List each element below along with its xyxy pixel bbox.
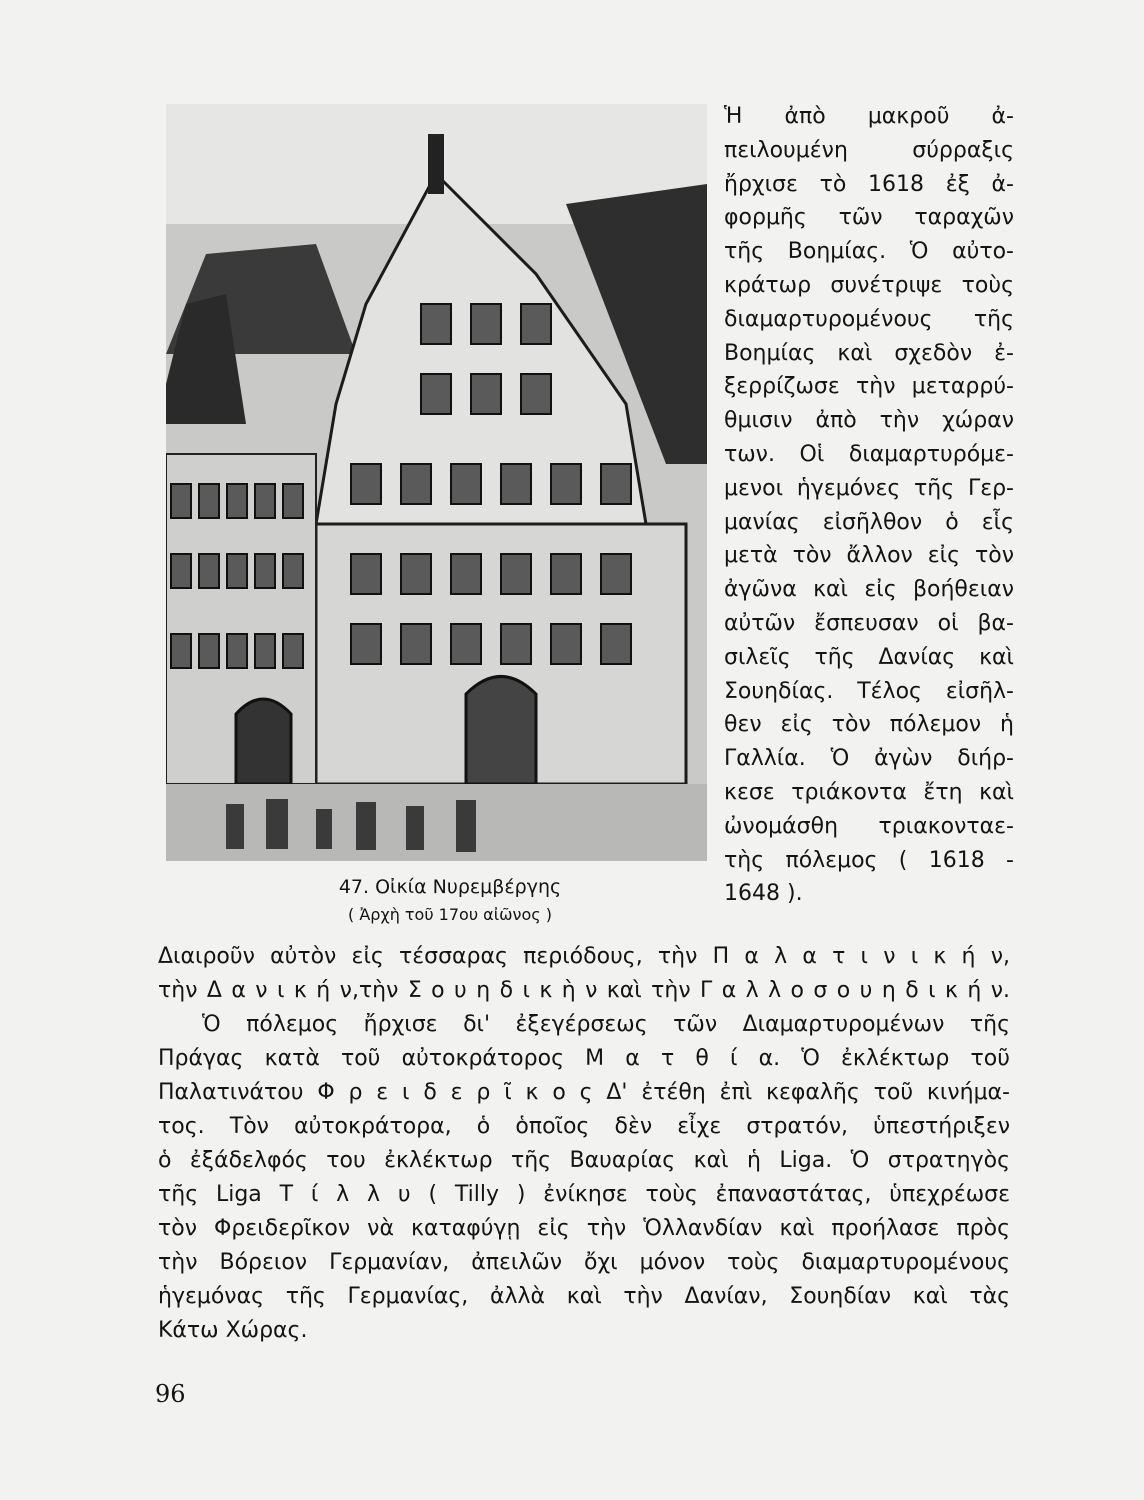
window-shape	[171, 634, 191, 668]
side-line: μανίας εἰσῆλθον ὁ εἷς	[724, 509, 1014, 535]
window-shape	[601, 464, 631, 504]
body-line: ὁ ἐξάδελφός του ἐκλέκτωρ τῆς Βαυαρίας καὶ ἡ Liga. Ὁ στρατηγὸς	[158, 1148, 1010, 1173]
side-line: των. Οἱ διαμαρτυρόμε-	[724, 441, 1014, 467]
side-line: κεσε τριάκοντα ἔτη καὶ	[724, 779, 1014, 805]
window-shape	[171, 554, 191, 588]
side-line: θμισιν ἀπὸ τὴν χώραν	[724, 408, 1014, 434]
body-line: Διαιροῦν αὐτὸν εἰς τέσσαρας περιόδους, τὴν Π α λ α τ ι ν ι κ ή ν,	[158, 944, 1010, 969]
window-shape	[471, 304, 501, 344]
caption-title: 47. Οἰκία Νυρεμβέργης	[338, 876, 562, 898]
window-shape	[451, 624, 481, 664]
window-shape	[401, 464, 431, 504]
window-shape	[351, 624, 381, 664]
window-shape	[471, 374, 501, 414]
window-shape	[451, 464, 481, 504]
side-line: μενοι ἡγεμόνες τῆς Γερ-	[724, 475, 1014, 501]
side-line: Βοημίας καὶ σχεδὸν ἐ-	[724, 340, 1014, 366]
side-column-text	[724, 100, 1014, 911]
window-shape	[451, 554, 481, 594]
window-shape	[227, 554, 247, 588]
window-shape	[255, 554, 275, 588]
window-shape	[501, 624, 531, 664]
window-shape	[255, 634, 275, 668]
window-shape	[401, 624, 431, 664]
window-shape	[401, 554, 431, 594]
window-shape	[199, 634, 219, 668]
window-shape	[521, 304, 551, 344]
window-shape	[255, 484, 275, 518]
window-shape	[421, 374, 451, 414]
window-shape	[501, 464, 531, 504]
body-line: Κάτω Χώρας.	[158, 1318, 308, 1343]
body-line: ἡγεμόνας τῆς Γερμανίας, ἀλλὰ καὶ τὴν Δανίαν, Σουηδίαν καὶ τὰς	[158, 1284, 1010, 1309]
window-shape	[521, 374, 551, 414]
side-line: μετὰ τὸν ἄλλον εἰς τὸν	[724, 543, 1014, 569]
side-line: κράτωρ συνέτριψε τοὺς	[724, 272, 1014, 298]
side-line: φορμῆς τῶν ταραχῶν	[724, 205, 1014, 231]
caption-date: ( Ἀρχὴ τοῦ 17ου αἰῶνος )	[348, 905, 552, 924]
window-shape	[283, 554, 303, 588]
side-line: θεν εἰς τὸν πόλεμον ἡ	[724, 712, 1014, 738]
window-shape	[227, 484, 247, 518]
side-line: τὴς πόλεμος ( 1618 -	[724, 847, 1014, 873]
window-shape	[199, 484, 219, 518]
window-shape	[283, 634, 303, 668]
body-text	[158, 940, 1010, 1348]
window-shape	[421, 304, 451, 344]
side-line: ἀγῶνα καὶ εἰς βοήθειαν	[724, 577, 1014, 603]
side-line: ὠνομάσθη τριακονταε-	[724, 813, 1014, 839]
window-shape	[551, 624, 581, 664]
body-line: Παλατινάτου Φ ρ ε ι δ ε ρ ῖ κ ο ς Δ' ἐτέθη ἐπὶ κεφαλῆς τοῦ κινήμα-	[158, 1080, 1010, 1105]
window-shape	[227, 634, 247, 668]
side-line: ξερρίζωσε τὴν μεταρρύ-	[724, 374, 1014, 400]
window-shape	[171, 484, 191, 518]
side-line: πειλουμένη σύρραξις	[724, 137, 1014, 163]
window-shape	[351, 464, 381, 504]
side-line: σιλεῖς τῆς Δανίας καὶ	[724, 644, 1014, 670]
window-shape	[283, 484, 303, 518]
window-shape	[601, 624, 631, 664]
body-line: τὴν Βόρειον Γερμανίαν, ἀπειλῶν ὄχι μόνον τοὺς διαμαρτυρομένους	[158, 1250, 1010, 1275]
window-shape	[551, 554, 581, 594]
window-shape	[199, 554, 219, 588]
body-line: τὸν Φρειδερῖκον νὰ καταφύγῃ εἰς τὴν Ὁλλανδίαν καὶ προήλασε πρὸς	[158, 1216, 1010, 1241]
body-line: Πράγας κατὰ τοῦ αὐτοκράτορος Μ α τ θ ί α. Ὁ ἐκλέκτωρ τοῦ	[158, 1046, 1010, 1071]
side-line: Σουηδίας. Τέλος εἰσῆλ-	[724, 678, 1014, 704]
window-shape	[501, 554, 531, 594]
body-line: τῆς Liga Τ ί λ λ υ ( Tilly ) ἐνίκησε τοὺς ἐπαναστάτας, ὑπεχρέωσε	[158, 1182, 1010, 1207]
side-line: ἤρχισε τὸ 1618 ἐξ ἀ-	[724, 171, 1014, 197]
page-number: 96	[155, 1380, 186, 1408]
side-line: αὐτῶν ἔσπευσαν οἱ βα-	[724, 610, 1014, 636]
body-line: Ὁ πόλεμος ἤρχισε δι' ἐξεγέρσεως τῶν Διαμαρτυρομένων τῆς	[202, 1012, 1010, 1037]
body-line: τὴν Δ α ν ι κ ή ν,τὴν Σ ο υ η δ ι κ ὴ ν καὶ τὴν Γ α λ λ ο σ ο υ η δ ι κ ή ν.	[158, 978, 1010, 1003]
side-line: διαμαρτυρομένους τῆς	[724, 306, 1014, 332]
figure-caption	[300, 872, 600, 928]
body-line: τος. Τὸν αὐτοκράτορα, ὁ ὁποῖος δὲν εἶχε στρατόν, ὑπεστήριξεν	[158, 1114, 1010, 1139]
side-line: Γαλλία. Ὁ ἀγὼν διήρ-	[724, 746, 1014, 772]
window-shape	[351, 554, 381, 594]
side-line: 1648 ).	[724, 881, 803, 907]
window-shape	[551, 464, 581, 504]
side-line: Ἡ ἀπὸ μακροῦ ἀ-	[724, 104, 1014, 129]
side-line: τῆς Βοημίας. Ὁ αὐτο-	[724, 239, 1014, 265]
window-shape	[601, 554, 631, 594]
nuremberg-house-engraving	[166, 104, 707, 861]
